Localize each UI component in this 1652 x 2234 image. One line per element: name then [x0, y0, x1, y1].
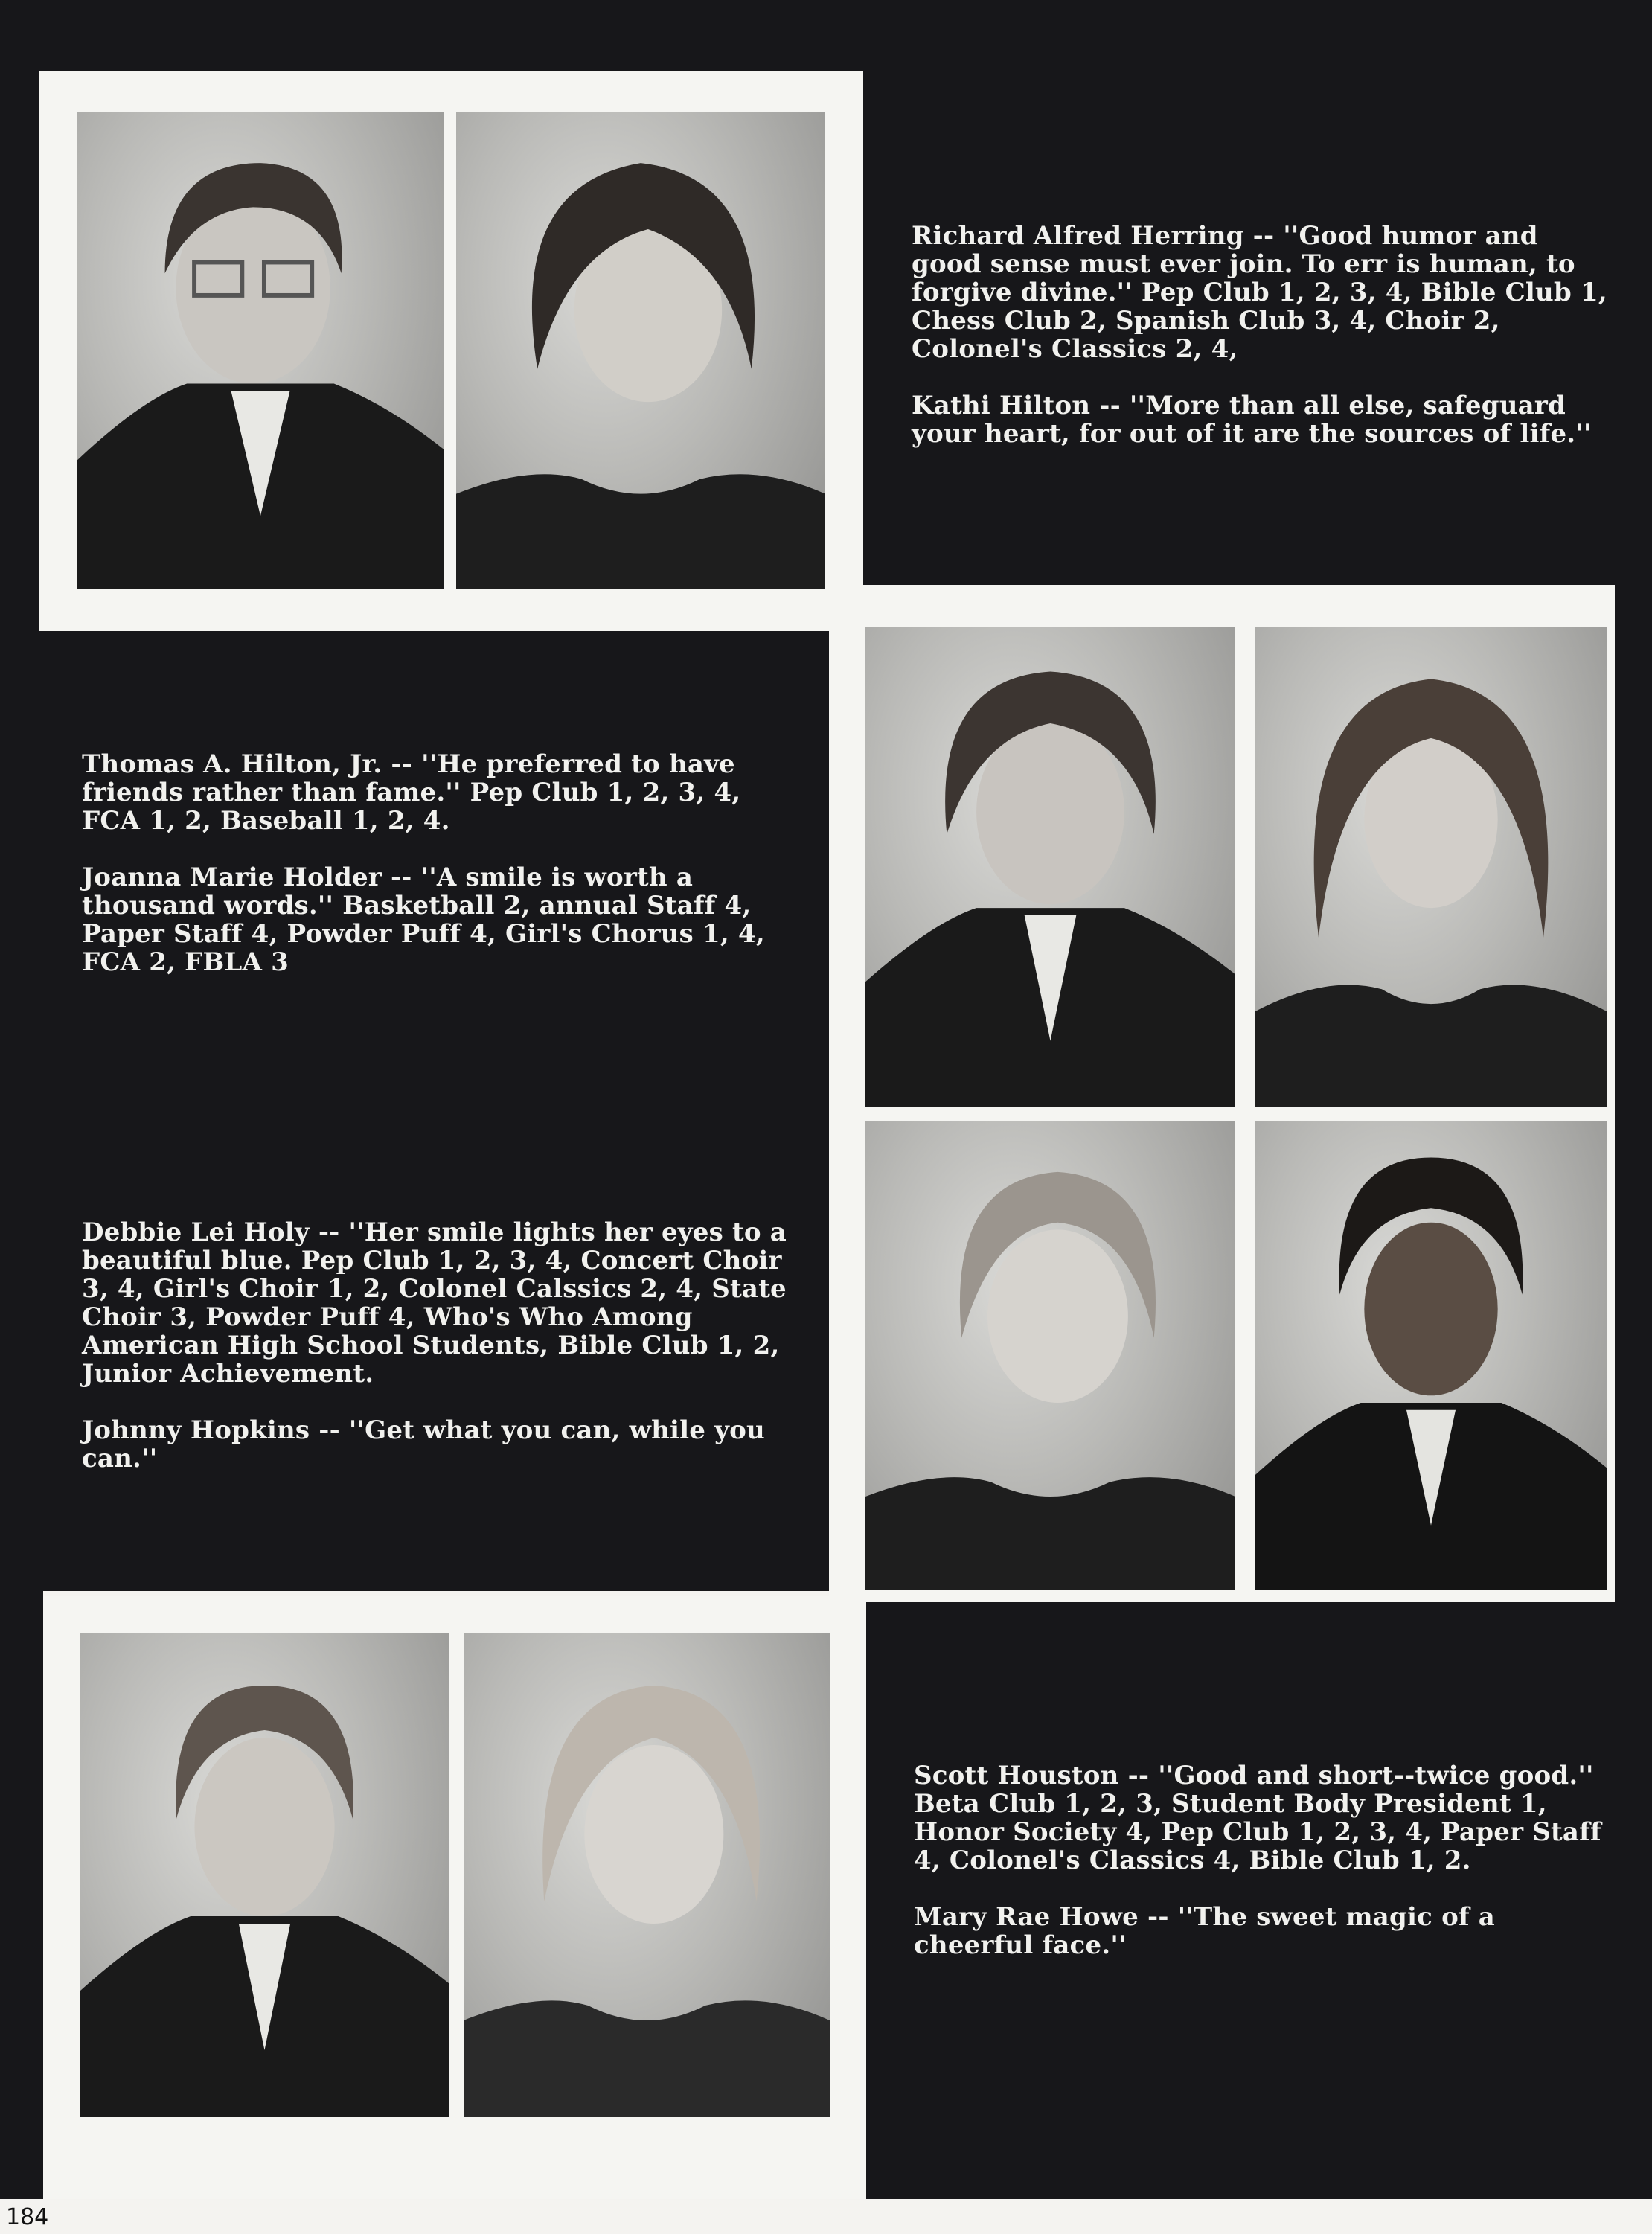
dark-block-bottom-left — [0, 1589, 43, 2199]
portrait-photo-holy — [865, 1121, 1235, 1590]
portrait-photo-hilton-kathi — [456, 112, 825, 589]
portrait-photo-houston — [80, 1633, 449, 2117]
portrait-photo-hopkins — [1255, 1121, 1607, 1590]
portrait-photo-hilton-thomas — [865, 627, 1235, 1107]
bio-block-row-3 — [82, 1218, 796, 1501]
page-number: 184 — [6, 2204, 49, 2230]
dark-block-top-left — [0, 0, 863, 71]
bio-herring: Richard Alfred Herring -- ''Good humor and good sense must ever join. To err is human, to forgive divine.'' Pep Club 1, 2, 3, 4, Bible Club 1, Chess Club 2, Spanish Club 3, 4, Choir 2, Colonel's Classics 2, 4, — [912, 221, 1607, 364]
bio-holder: Joanna Marie Holder -- ''A smile is worth a thousand words.'' Basketball 2, annual Staff 4, Paper Staff 4, Powder Puff 4, Girl's Chorus 1, 4, FCA 2, FBLA 3 — [82, 862, 765, 977]
dark-block-right-middle — [1615, 621, 1652, 1602]
dark-block-left-top — [0, 0, 39, 631]
bio-hopkins: Johnny Hopkins -- ''Get what you can, while you can.'' — [82, 1415, 765, 1473]
bio-block-row-4 — [914, 1761, 1613, 1988]
bio-block-row-2 — [82, 750, 796, 1005]
bio-howe: Mary Rae Howe -- ''The sweet magic of a cheerful face.'' — [914, 1902, 1496, 1960]
dark-block-top-right — [863, 0, 1652, 74]
bio-block-row-1 — [912, 222, 1611, 476]
bio-hilton-thomas: Thomas A. Hilton, Jr. -- ''He preferred to have friends rather than fame.'' Pep Club 1, 2, 3, 4, FCA 1, 2, Baseball 1, 2, 4. — [82, 749, 741, 836]
portrait-photo-herring — [77, 112, 444, 589]
portrait-photo-howe — [464, 1633, 830, 2117]
bio-holy: Debbie Lei Holy -- ''Her smile lights her eyes to a beautiful blue. Pep Club 1, 2, 3, 4, Concert Choir 3, 4, Girl's Choir 1, 2, Colonel Calssics 2, 4, State Choir 3, Powder Puff 4, Who's Who Among American High School Students, Bible Club 1, 2, Junior Achievement. — [82, 1217, 787, 1389]
bio-houston: Scott Houston -- ''Good and short--twice good.'' Beta Club 1, 2, 3, Student Body President 1, Honor Society 4, Pep Club 1, 2, 3, 4, Paper Staff 4, Colonel's Classics 4, Bible Club 1, 2. — [914, 1761, 1601, 1875]
bio-hilton-kathi: Kathi Hilton -- ''More than all else, safeguard your heart, for out of it are the sources of life.'' — [912, 391, 1592, 449]
portrait-photo-holder — [1255, 627, 1607, 1107]
